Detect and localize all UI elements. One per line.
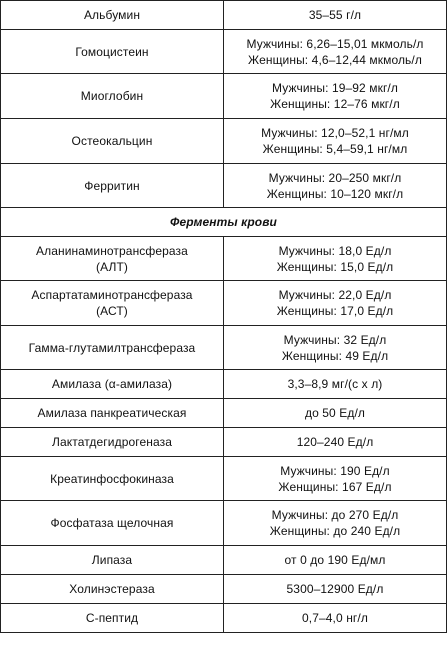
reference-value: Мужчины: 190 Ед/л Женщины: 167 Ед/л [224, 457, 447, 501]
parameter-name: Гамма-глутамилтрансфераза [1, 326, 224, 370]
table-row [1, 428, 447, 457]
table-row [1, 237, 447, 281]
table-row [1, 74, 447, 119]
table-row [1, 119, 447, 164]
reference-value: 35–55 г/л [224, 1, 447, 30]
table-row [1, 575, 447, 604]
parameter-name: Аспартатаминотрансфераза (АСТ) [1, 281, 224, 326]
reference-value: Мужчины: 20–250 мкг/л Женщины: 10–120 мкг/л [224, 164, 447, 208]
parameter-name: Ферритин [1, 164, 224, 208]
table-row [1, 370, 447, 399]
table-row [1, 546, 447, 575]
table-row [1, 326, 447, 370]
reference-value: 0,7–4,0 нг/л [224, 604, 447, 633]
reference-value: Мужчины: 19–92 мкг/л Женщины: 12–76 мкг/л [224, 74, 447, 119]
table-row [1, 501, 447, 546]
reference-value: от 0 до 190 Ед/мл [224, 546, 447, 575]
parameter-name: Аланинаминотрансфераза (АЛТ) [1, 237, 224, 281]
reference-value: Мужчины: 6,26–15,01 мкмоль/л Женщины: 4,6–12,44 мкмоль/л [224, 30, 447, 74]
reference-value: 5300–12900 Ед/л [224, 575, 447, 604]
parameter-name: С-пептид [1, 604, 224, 633]
table-row [1, 399, 447, 428]
section-header-row [1, 208, 447, 237]
parameter-name: Холинэстераза [1, 575, 224, 604]
section-title: Ферменты крови [1, 208, 447, 237]
parameter-name: Креатинфосфокиназа [1, 457, 224, 501]
table-row [1, 164, 447, 208]
parameter-name: Амилаза панкреатическая [1, 399, 224, 428]
parameter-name: Гомоцистеин [1, 30, 224, 74]
parameter-name: Альбумин [1, 1, 224, 30]
reference-value: 120–240 Ед/л [224, 428, 447, 457]
parameter-name: Амилаза (α-амилаза) [1, 370, 224, 399]
parameter-name: Липаза [1, 546, 224, 575]
table-row [1, 30, 447, 74]
reference-value: Мужчины: 22,0 Ед/л Женщины: 17,0 Ед/л [224, 281, 447, 326]
parameter-name: Фосфатаза щелочная [1, 501, 224, 546]
parameter-name: Остеокальцин [1, 119, 224, 164]
table-row [1, 457, 447, 501]
reference-value: 3,3–8,9 мг/(с х л) [224, 370, 447, 399]
reference-value: Мужчины: 12,0–52,1 нг/мл Женщины: 5,4–59,1 нг/мл [224, 119, 447, 164]
table-row [1, 281, 447, 326]
table-row [1, 604, 447, 633]
reference-value: до 50 Ед/л [224, 399, 447, 428]
reference-value: Мужчины: 18,0 Ед/л Женщины: 15,0 Ед/л [224, 237, 447, 281]
parameter-name: Миоглобин [1, 74, 224, 119]
reference-value: Мужчины: до 270 Ед/л Женщины: до 240 Ед/л [224, 501, 447, 546]
parameter-name: Лактатдегидрогеназа [1, 428, 224, 457]
table-row [1, 1, 447, 30]
reference-value: Мужчины: 32 Ед/л Женщины: 49 Ед/л [224, 326, 447, 370]
